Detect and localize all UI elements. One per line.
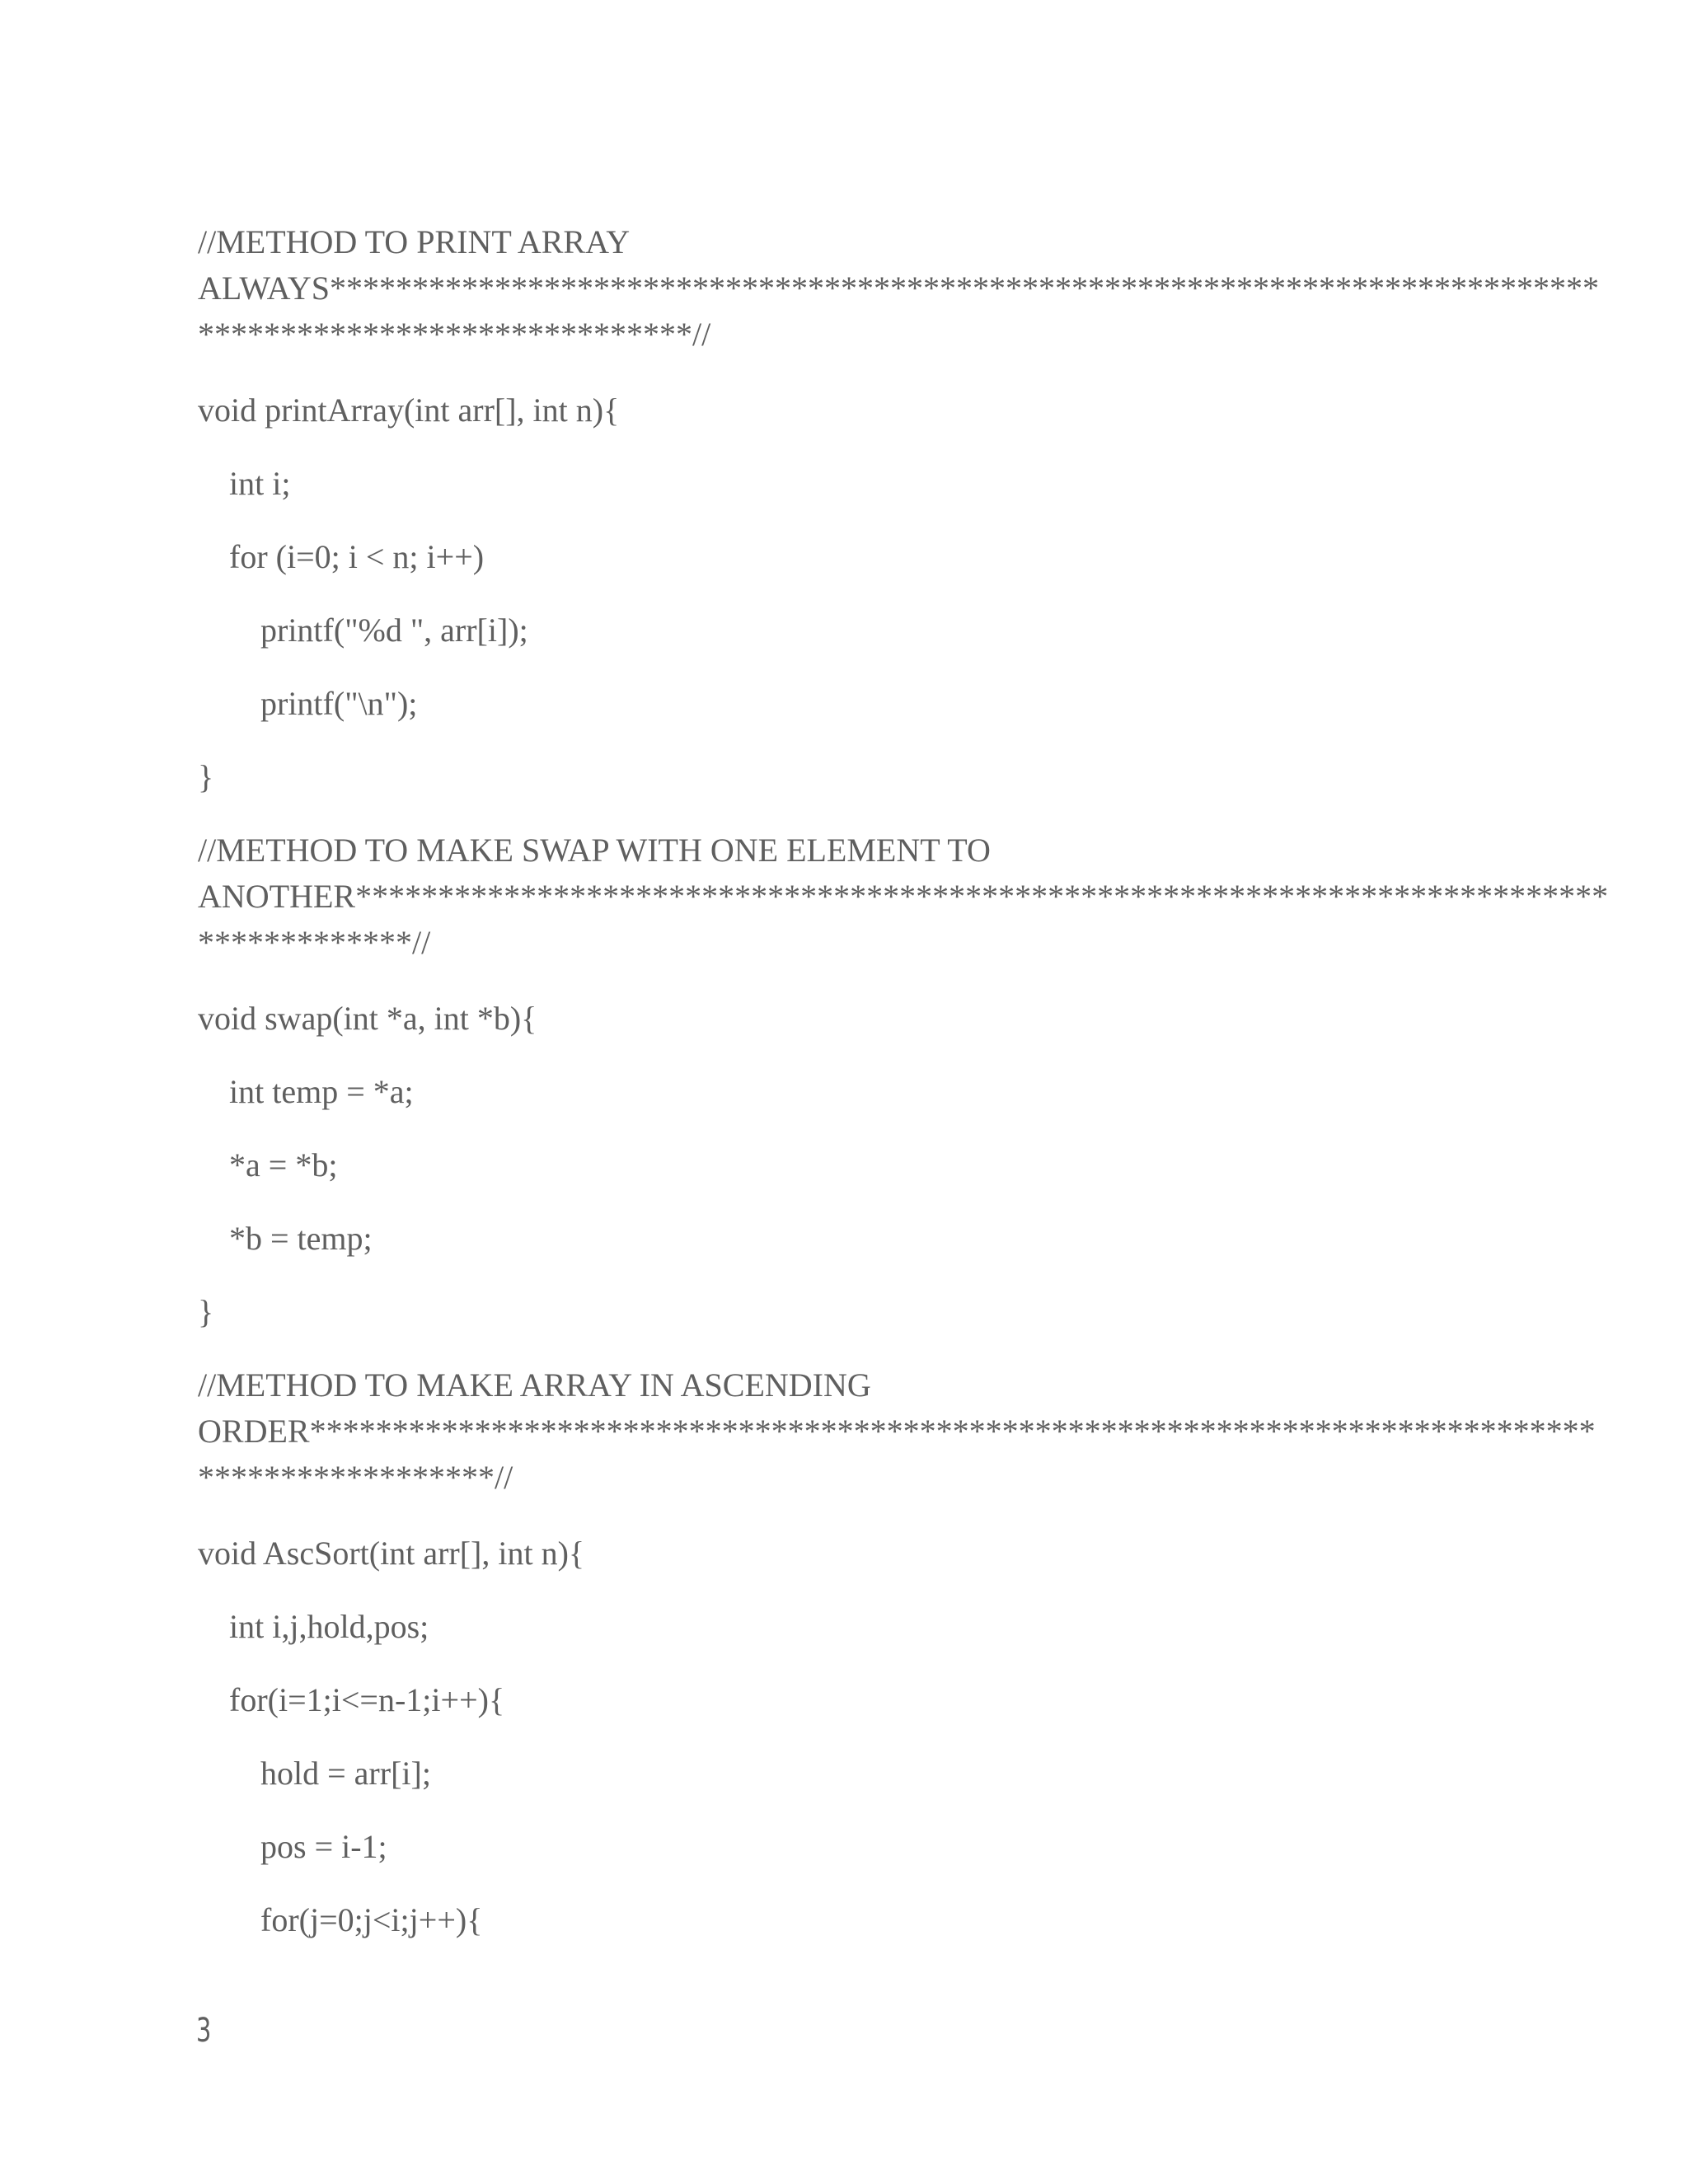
code-line: void printArray(int arr[], int n){ — [198, 391, 620, 429]
code-line: int temp = *a; — [229, 1073, 414, 1110]
code-line: printf("\n"); — [260, 685, 418, 722]
code-line: void swap(int *a, int *b){ — [198, 1000, 537, 1037]
comment-line: ALWAYS***************************************************************************** — [198, 269, 1600, 307]
code-line: printf("%d ", arr[i]); — [260, 612, 528, 649]
comment-line: ORDER****************************************************************************** — [198, 1413, 1596, 1450]
code-line: int i; — [229, 465, 291, 502]
code-line: for(i=1;i<=n-1;i++){ — [229, 1681, 505, 1718]
comment-line: ANOTHER**************************************************************************** — [198, 878, 1609, 915]
code-line: void AscSort(int arr[], int n){ — [198, 1535, 585, 1572]
page-number: 3 — [196, 2012, 212, 2050]
comment-line: ******************************// — [198, 316, 711, 353]
code-line: } — [198, 758, 214, 795]
comment-line: //METHOD TO MAKE SWAP WITH ONE ELEMENT TO — [198, 832, 991, 869]
comment-line: //METHOD TO PRINT ARRAY — [198, 223, 631, 260]
comment-line: ******************// — [198, 1459, 513, 1496]
code-line: int i,j,hold,pos; — [229, 1608, 429, 1645]
code-line: for (i=0; i < n; i++) — [229, 538, 485, 575]
code-line: } — [198, 1293, 214, 1330]
code-line: *a = *b; — [229, 1146, 338, 1183]
code-line: pos = i-1; — [260, 1828, 387, 1865]
code-line: for(j=0;j<i;j++){ — [260, 1901, 483, 1938]
code-line: hold = arr[i]; — [260, 1755, 431, 1792]
code-line: *b = temp; — [229, 1220, 373, 1257]
comment-line: //METHOD TO MAKE ARRAY IN ASCENDING — [198, 1366, 871, 1404]
comment-line: *************// — [198, 924, 431, 961]
